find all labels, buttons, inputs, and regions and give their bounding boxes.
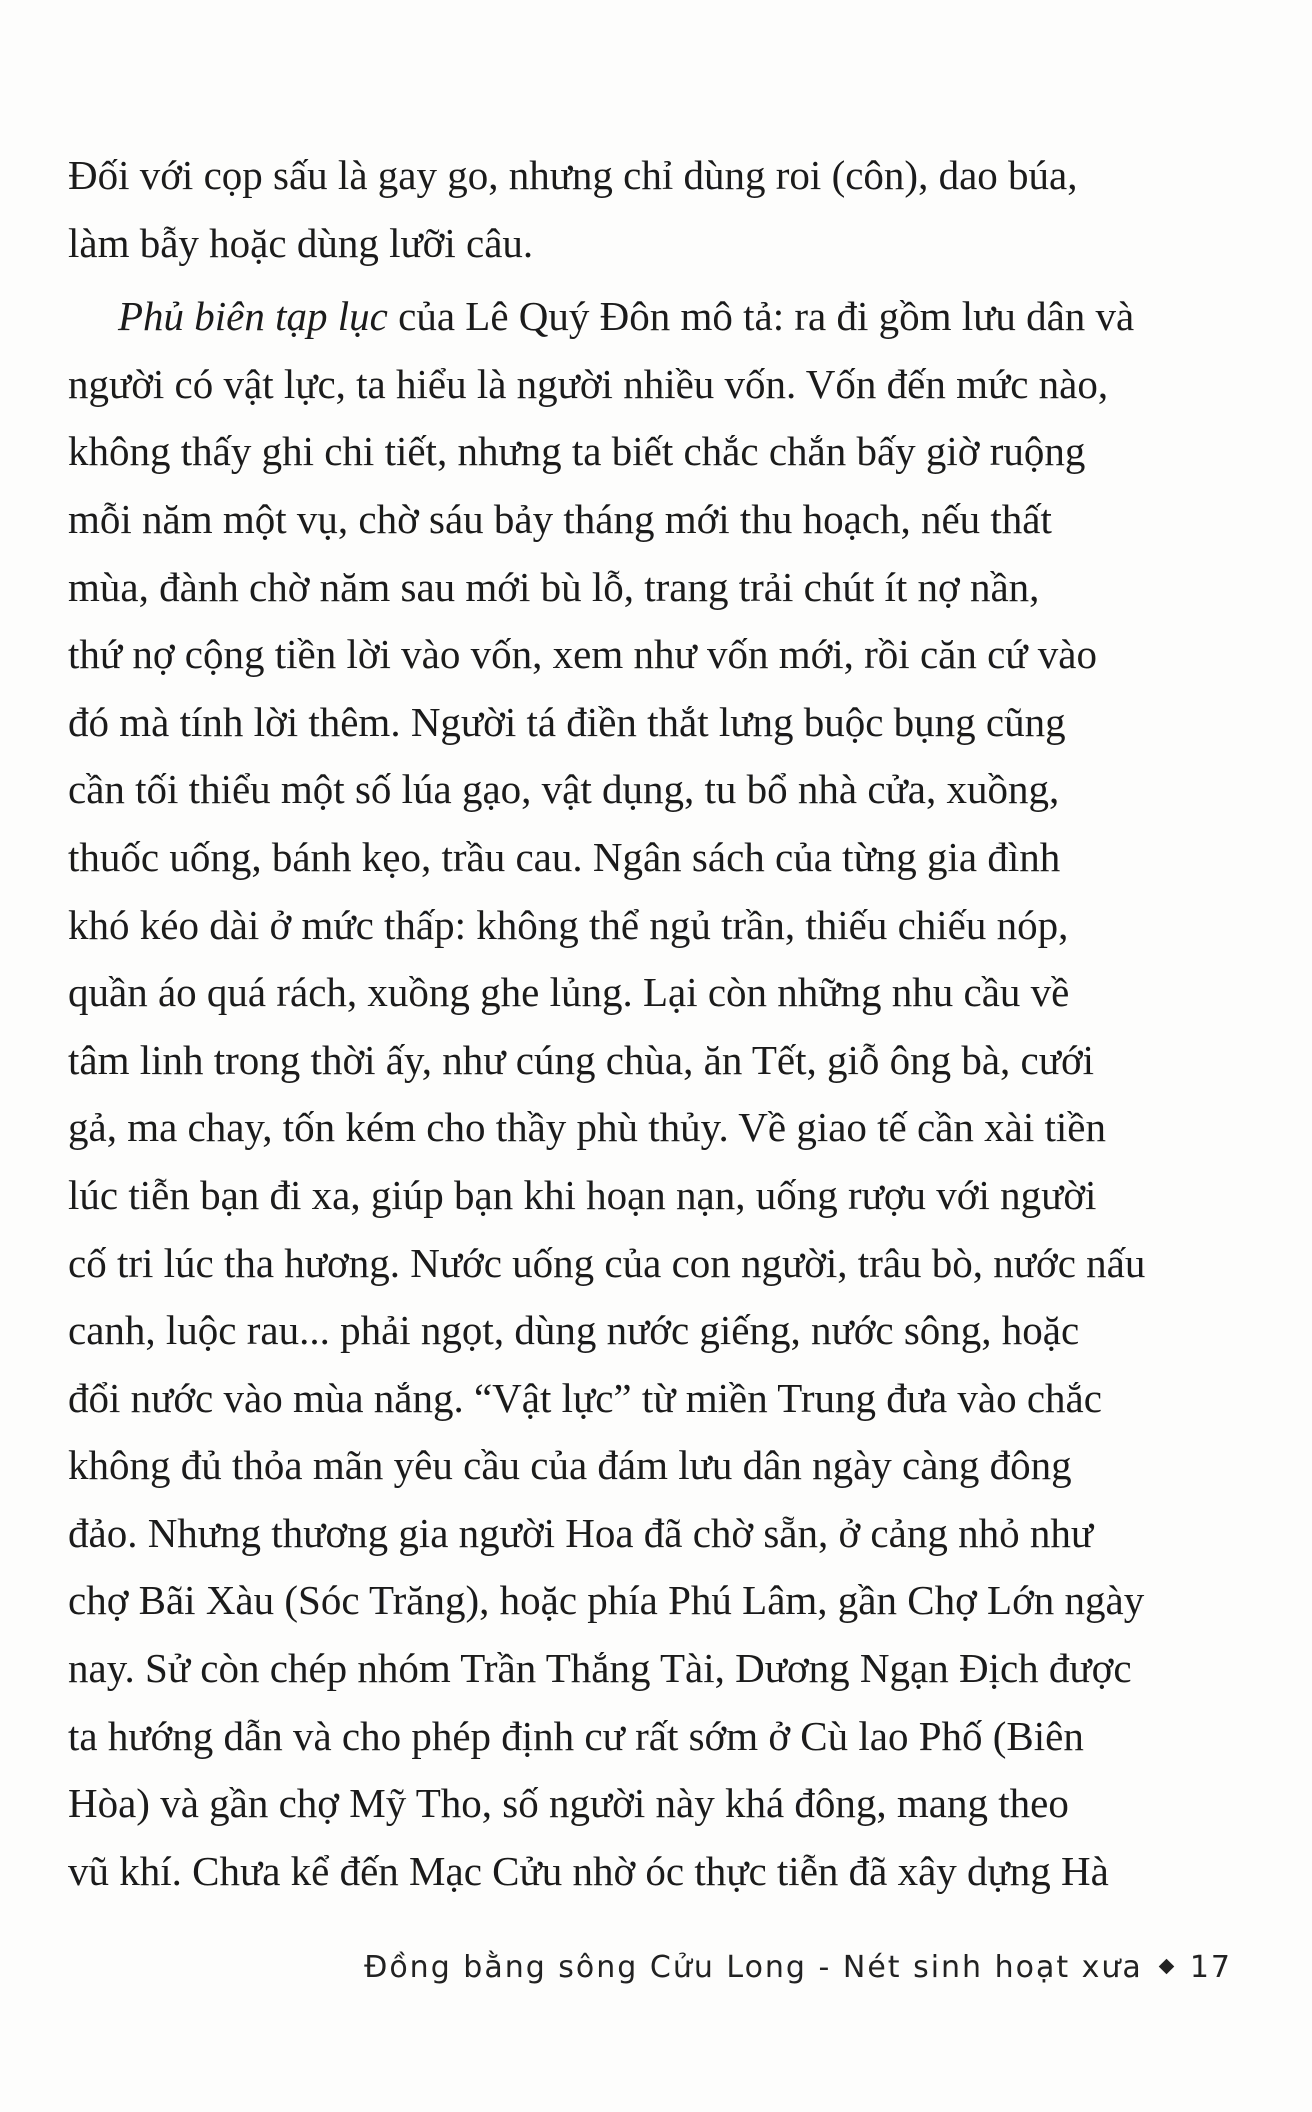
book-title-citation: Phủ biên tạp lục: [118, 293, 388, 340]
text-line: lúc tiễn bạn đi xa, giúp bạn khi hoạn nạn, uống rượu với người: [68, 1171, 1097, 1218]
text-line: nay. Sử còn chép nhóm Trần Thắng Tài, Dương Ngạn Địch được: [68, 1645, 1132, 1692]
running-footer: [364, 1950, 1232, 1985]
footer-book-title: Đồng bằng sông Cửu Long - Nét sinh hoạt xưa: [364, 1950, 1143, 1985]
text-line: cố tri lúc tha hương. Nước uống của con người, trâu bò, nước nấu: [68, 1239, 1146, 1286]
text-line: [68, 283, 1246, 351]
text-line: quần áo quá rách, xuồng ghe lủng. Lại còn những nhu cầu về: [68, 969, 1070, 1016]
text-line: gả, ma chay, tốn kém cho thầy phù thủy. Về giao tế cần xài tiền: [68, 1104, 1106, 1151]
text-line: Hòa) và gần chợ Mỹ Tho, số người này khá đông, mang theo: [68, 1780, 1069, 1827]
text-line: mùa, đành chờ năm sau mới bù lỗ, trang trải chút ít nợ nần,: [68, 563, 1040, 610]
text-line: vũ khí. Chưa kể đến Mạc Cửu nhờ óc thực tiễn đã xây dựng Hà: [68, 1847, 1109, 1894]
text-line: ta hướng dẫn và cho phép định cư rất sớm ở Cù lao Phố (Biên: [68, 1712, 1084, 1759]
text-line: tâm linh trong thời ấy, như cúng chùa, ăn Tết, giỗ ông bà, cưới: [68, 1036, 1095, 1083]
text-line: mỗi năm một vụ, chờ sáu bảy tháng mới thu hoạch, nếu thất: [68, 495, 1052, 542]
body-text: [68, 142, 1246, 1905]
text-line: Đối với cọp sấu là gay go, nhưng chỉ dùng roi (côn), dao búa,: [68, 152, 1078, 198]
text-line: thứ nợ cộng tiền lời vào vốn, xem như vốn mới, rồi căn cứ vào: [68, 631, 1097, 678]
text-line: chợ Bãi Xàu (Sóc Trăng), hoặc phía Phú Lâm, gần Chợ Lớn ngày: [68, 1577, 1145, 1624]
text-line: đổi nước vào mùa nắng. “Vật lực” từ miền Trung đưa vào chắc: [68, 1374, 1102, 1421]
text-line: đảo. Nhưng thương gia người Hoa đã chờ sẵn, ở cảng nhỏ như: [68, 1509, 1094, 1556]
text-line: người có vật lực, ta hiểu là người nhiều vốn. Vốn đến mức nào,: [68, 360, 1109, 407]
text-line: không thấy ghi chi tiết, nhưng ta biết chắc chắn bấy giờ ruộng: [68, 428, 1086, 475]
text-line: làm bẫy hoặc dùng lưỡi câu.: [68, 219, 534, 266]
text-line: canh, luộc rau... phải ngọt, dùng nước giếng, nước sông, hoặc: [68, 1307, 1080, 1354]
text-line: cần tối thiểu một số lúa gạo, vật dụng, tu bổ nhà cửa, xuồng,: [68, 766, 1060, 813]
text-line: khó kéo dài ở mức thấp: không thể ngủ trần, thiếu chiếu nóp,: [68, 901, 1069, 948]
text-line: thuốc uống, bánh kẹo, trầu cau. Ngân sách của từng gia đình: [68, 833, 1061, 880]
text-fragment: của Lê Quý Đôn mô tả: ra đi gồm lưu dân và: [387, 293, 1135, 340]
paragraph-1: [68, 142, 1246, 277]
bullet-separator-icon: [1159, 1959, 1175, 1975]
text-line: đó mà tính lời thêm. Người tá điền thắt lưng buộc bụng cũng: [68, 698, 1066, 745]
page-number: 17: [1189, 1950, 1232, 1985]
paragraph-2: [68, 283, 1246, 1905]
text-line: không đủ thỏa mãn yêu cầu của đám lưu dân ngày càng đông: [68, 1442, 1072, 1489]
